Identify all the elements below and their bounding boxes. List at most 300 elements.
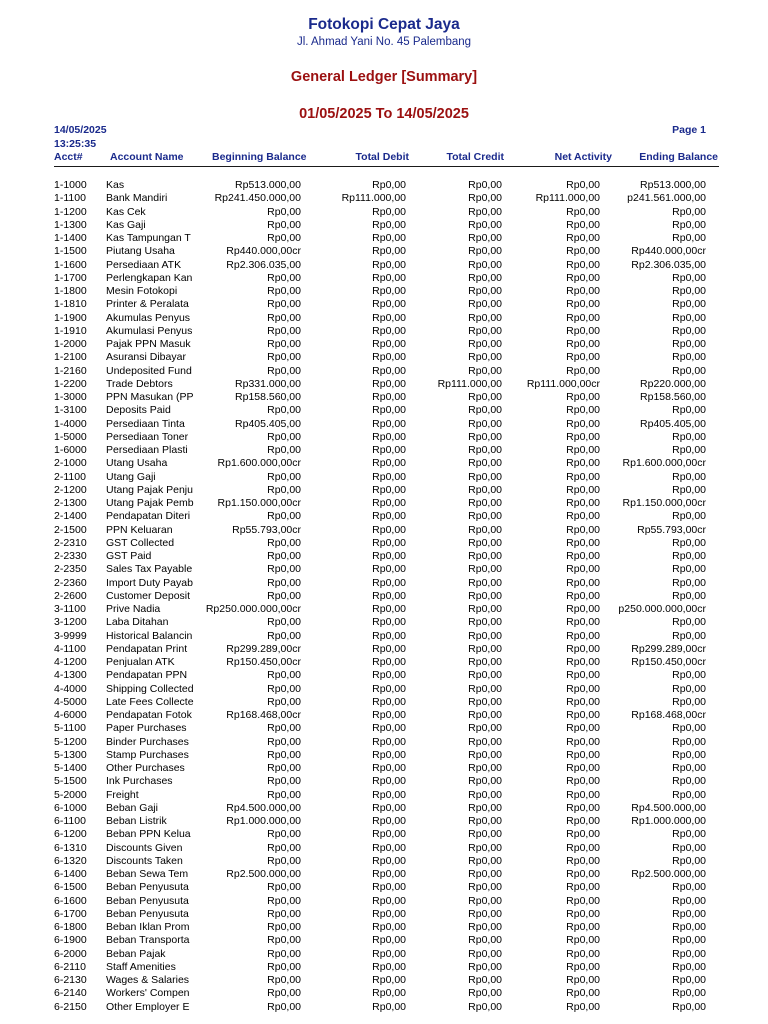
account-number: 3-1100 xyxy=(54,603,86,615)
beginning-balance: Rp0,00 xyxy=(267,987,301,1000)
total-credit: Rp0,00 xyxy=(468,457,502,470)
total-credit: Rp0,00 xyxy=(468,695,502,708)
account-name: Pendapatan Diteri xyxy=(106,510,191,523)
account-name: Beban Penyusuta xyxy=(106,881,189,894)
beginning-balance: Rp0,00 xyxy=(267,298,301,311)
net-activity: Rp0,00 xyxy=(566,430,600,443)
table-row xyxy=(0,643,768,656)
account-number: 1-2200 xyxy=(54,377,87,390)
total-debit: Rp0,00 xyxy=(372,775,406,788)
total-credit: Rp0,00 xyxy=(468,179,502,191)
total-credit: Rp0,00 xyxy=(468,815,502,827)
beginning-balance: Rp1.000.000,00 xyxy=(226,815,301,827)
ending-balance: Rp0,00 xyxy=(672,285,706,297)
beginning-balance: Rp0,00 xyxy=(267,205,301,218)
col-beginning-header: Beginning Balance xyxy=(212,151,307,163)
net-activity: Rp0,00 xyxy=(566,669,600,682)
total-debit: Rp0,00 xyxy=(372,616,406,629)
table-row xyxy=(0,948,768,961)
net-activity: Rp0,00 xyxy=(566,722,600,735)
total-debit: Rp0,00 xyxy=(372,642,406,655)
beginning-balance: Rp55.793,00cr xyxy=(232,523,301,536)
total-debit: Rp0,00 xyxy=(372,470,406,483)
ending-balance: Rp150.450,00cr xyxy=(631,656,706,668)
table-row xyxy=(0,219,768,232)
beginning-balance: Rp0,00 xyxy=(267,324,301,337)
total-debit: Rp0,00 xyxy=(372,656,406,668)
total-credit: Rp0,00 xyxy=(468,828,502,841)
total-credit: Rp0,00 xyxy=(468,1000,502,1013)
beginning-balance: Rp331.000,00 xyxy=(235,377,301,390)
company-name: Fotokopi Cepat Jaya xyxy=(308,16,460,33)
net-activity: Rp0,00 xyxy=(566,364,600,377)
beginning-balance: Rp0,00 xyxy=(267,576,301,589)
total-credit: Rp0,00 xyxy=(468,470,502,483)
net-activity: Rp0,00 xyxy=(566,457,600,470)
ending-balance: Rp0,00 xyxy=(672,271,706,284)
total-debit: Rp0,00 xyxy=(372,934,406,947)
total-credit: Rp0,00 xyxy=(468,285,502,297)
net-activity: Rp0,00 xyxy=(566,828,600,841)
table-row xyxy=(0,431,768,444)
table-row xyxy=(0,497,768,510)
beginning-balance: Rp0,00 xyxy=(267,550,301,562)
beginning-balance: Rp0,00 xyxy=(267,338,301,350)
total-debit: Rp0,00 xyxy=(372,377,406,390)
total-credit: Rp0,00 xyxy=(468,523,502,536)
total-credit: Rp0,00 xyxy=(468,298,502,311)
account-number: 1-2160 xyxy=(54,364,87,377)
total-credit: Rp0,00 xyxy=(468,245,502,258)
beginning-balance: Rp0,00 xyxy=(267,470,301,483)
account-name: Pajak PPN Masuk xyxy=(106,338,191,350)
account-number: 5-1500 xyxy=(54,775,87,788)
ending-balance: Rp0,00 xyxy=(672,404,706,417)
table-row xyxy=(0,590,768,603)
total-debit: Rp0,00 xyxy=(372,894,406,907)
table-row xyxy=(0,603,768,616)
net-activity: Rp0,00 xyxy=(566,338,600,350)
total-credit: Rp0,00 xyxy=(468,391,502,403)
table-row xyxy=(0,987,768,1000)
total-credit: Rp0,00 xyxy=(468,364,502,377)
account-number: 3-1200 xyxy=(54,616,87,629)
ending-balance: Rp0,00 xyxy=(672,682,706,695)
ledger-table-body xyxy=(0,179,768,1014)
account-number: 6-1310 xyxy=(54,841,87,854)
total-debit: Rp0,00 xyxy=(372,351,406,364)
ending-balance: Rp0,00 xyxy=(672,669,706,682)
total-debit: Rp0,00 xyxy=(372,298,406,311)
total-credit: Rp0,00 xyxy=(468,563,502,576)
account-name: Late Fees Collecte xyxy=(106,695,194,708)
beginning-balance: Rp0,00 xyxy=(267,563,301,576)
ending-balance: Rp220.000,00 xyxy=(640,377,706,390)
account-number: 3-9999 xyxy=(54,629,87,642)
total-debit: Rp0,00 xyxy=(372,311,406,324)
ending-balance: Rp0,00 xyxy=(672,311,706,324)
page-number: Page 1 xyxy=(672,124,706,136)
account-name: Persediaan Plasti xyxy=(106,444,188,456)
account-number: 2-2360 xyxy=(54,576,87,589)
table-row xyxy=(0,245,768,258)
beginning-balance: Rp440.000,00cr xyxy=(226,245,301,258)
net-activity: Rp0,00 xyxy=(566,470,600,483)
beginning-balance: Rp513.000,00 xyxy=(235,179,301,191)
net-activity: Rp0,00 xyxy=(566,735,600,748)
account-name: Trade Debtors xyxy=(106,377,173,390)
ending-balance: Rp0,00 xyxy=(672,775,706,788)
account-number: 1-1810 xyxy=(54,298,87,311)
ending-balance: Rp1.000.000,00 xyxy=(631,815,706,827)
account-name: Laba Ditahan xyxy=(106,616,169,629)
total-debit: Rp0,00 xyxy=(372,762,406,774)
account-name: Wages & Salaries xyxy=(106,974,190,986)
account-name: Bank Mandiri xyxy=(106,192,168,205)
table-row xyxy=(0,338,768,351)
account-number: 6-1500 xyxy=(54,881,87,894)
total-debit: Rp0,00 xyxy=(372,907,406,920)
table-row xyxy=(0,457,768,470)
table-row xyxy=(0,762,768,775)
account-name: Persediaan ATK xyxy=(106,258,182,271)
account-name: Beban Transporta xyxy=(106,934,190,947)
account-number: 2-2350 xyxy=(54,563,87,576)
ending-balance: Rp0,00 xyxy=(672,854,706,867)
total-debit: Rp0,00 xyxy=(372,815,406,827)
beginning-balance: Rp158.560,00 xyxy=(235,391,301,403)
net-activity: Rp0,00 xyxy=(566,854,600,867)
total-credit: Rp0,00 xyxy=(468,748,502,761)
ending-balance: Rp0,00 xyxy=(672,907,706,920)
account-name: Utang Pajak Penju xyxy=(106,483,193,496)
total-credit: Rp0,00 xyxy=(468,987,502,1000)
table-row xyxy=(0,563,768,576)
account-number: 2-1500 xyxy=(54,523,87,536)
net-activity: Rp0,00 xyxy=(566,841,600,854)
account-name: Deposits Paid xyxy=(106,404,171,417)
table-row xyxy=(0,550,768,563)
company-address: Jl. Ahmad Yani No. 45 Palembang xyxy=(296,36,472,48)
print-date: 14/05/2025 xyxy=(54,124,107,136)
ending-balance: Rp0,00 xyxy=(672,218,706,231)
net-activity: Rp0,00 xyxy=(566,616,600,629)
beginning-balance: Rp0,00 xyxy=(267,934,301,947)
total-credit: Rp0,00 xyxy=(468,550,502,562)
table-row xyxy=(0,789,768,802)
beginning-balance: Rp0,00 xyxy=(267,271,301,284)
account-name: Sales Tax Payable xyxy=(106,563,193,576)
header-divider xyxy=(54,166,719,167)
beginning-balance: Rp0,00 xyxy=(267,404,301,417)
beginning-balance: Rp0,00 xyxy=(267,483,301,496)
table-row xyxy=(0,259,768,272)
account-name: Kas Cek xyxy=(106,205,146,218)
net-activity: Rp0,00 xyxy=(566,960,600,973)
account-number: 1-1900 xyxy=(54,311,87,324)
account-number: 2-2330 xyxy=(54,550,87,562)
table-row xyxy=(0,232,768,245)
ending-balance: Rp0,00 xyxy=(672,483,706,496)
ending-balance: Rp0,00 xyxy=(672,748,706,761)
account-number: 2-1000 xyxy=(54,457,87,470)
account-number: 2-2600 xyxy=(54,589,87,602)
beginning-balance: Rp0,00 xyxy=(267,722,301,735)
net-activity: Rp0,00 xyxy=(566,563,600,576)
total-credit: Rp0,00 xyxy=(468,960,502,973)
table-row xyxy=(0,510,768,523)
account-name: Mesin Fotokopi xyxy=(106,285,178,297)
ending-balance: Rp513.000,00 xyxy=(640,179,706,191)
net-activity: Rp0,00 xyxy=(566,497,600,509)
account-number: 6-2000 xyxy=(54,947,87,960)
account-name: Shipping Collected xyxy=(106,682,194,695)
total-debit: Rp0,00 xyxy=(372,788,406,801)
net-activity: Rp0,00 xyxy=(566,311,600,324)
total-credit: Rp0,00 xyxy=(468,271,502,284)
total-debit: Rp0,00 xyxy=(372,669,406,682)
ending-balance: Rp0,00 xyxy=(672,205,706,218)
net-activity: Rp0,00 xyxy=(566,709,600,721)
account-number: 2-1300 xyxy=(54,497,87,509)
table-row xyxy=(0,351,768,364)
account-name: Kas Tampungan T xyxy=(106,232,191,244)
net-activity: Rp0,00 xyxy=(566,1000,600,1013)
account-name: Binder Purchases xyxy=(106,735,189,748)
total-debit: Rp0,00 xyxy=(372,271,406,284)
ending-balance: Rp0,00 xyxy=(672,563,706,576)
beginning-balance: Rp0,00 xyxy=(267,828,301,841)
account-number: 5-1100 xyxy=(54,722,86,735)
account-number: 4-4000 xyxy=(54,682,87,695)
total-credit: Rp0,00 xyxy=(468,894,502,907)
ending-balance: Rp0,00 xyxy=(672,351,706,364)
account-number: 4-1200 xyxy=(54,656,87,668)
account-number: 6-1100 xyxy=(54,815,86,827)
beginning-balance: Rp2.306.035,00 xyxy=(226,258,301,271)
account-name: Customer Deposit xyxy=(106,589,191,602)
beginning-balance: Rp0,00 xyxy=(267,788,301,801)
account-number: 1-1400 xyxy=(54,232,87,244)
table-row xyxy=(0,895,768,908)
total-credit: Rp0,00 xyxy=(468,351,502,364)
total-credit: Rp0,00 xyxy=(468,444,502,456)
total-debit: Rp0,00 xyxy=(372,218,406,231)
account-number: 1-1200 xyxy=(54,205,87,218)
table-row xyxy=(0,418,768,431)
ending-balance: Rp1.600.000,00cr xyxy=(622,457,706,470)
col-ending-header: Ending Balance xyxy=(639,151,718,163)
account-number: 1-1100 xyxy=(54,192,86,205)
account-number: 2-2310 xyxy=(54,536,87,549)
total-debit: Rp0,00 xyxy=(372,285,406,297)
beginning-balance: Rp0,00 xyxy=(267,974,301,986)
table-row xyxy=(0,961,768,974)
total-credit: Rp0,00 xyxy=(468,934,502,947)
table-row xyxy=(0,179,768,192)
total-debit: Rp0,00 xyxy=(372,695,406,708)
beginning-balance: Rp0,00 xyxy=(267,444,301,456)
table-row xyxy=(0,298,768,311)
net-activity: Rp0,00 xyxy=(566,695,600,708)
account-name: Stamp Purchases xyxy=(106,748,189,761)
account-name: Kas Gaji xyxy=(106,218,146,231)
account-name: Historical Balancin xyxy=(106,629,193,642)
ending-balance: Rp0,00 xyxy=(672,947,706,960)
beginning-balance: Rp168.468,00cr xyxy=(226,709,301,721)
account-number: 6-2150 xyxy=(54,1000,87,1013)
account-name: Persediaan Tinta xyxy=(106,417,185,430)
ending-balance: Rp4.500.000,00 xyxy=(631,801,706,814)
account-name: Perlengkapan Kan xyxy=(106,271,193,284)
beginning-balance: Rp0,00 xyxy=(267,218,301,231)
total-credit: Rp0,00 xyxy=(468,921,502,933)
total-credit: Rp0,00 xyxy=(468,709,502,721)
net-activity: Rp0,00 xyxy=(566,921,600,933)
total-credit: Rp0,00 xyxy=(468,735,502,748)
total-credit: Rp0,00 xyxy=(468,629,502,642)
net-activity: Rp0,00 xyxy=(566,179,600,191)
ending-balance: Rp299.289,00cr xyxy=(631,642,706,655)
table-row xyxy=(0,524,768,537)
total-credit: Rp0,00 xyxy=(468,311,502,324)
net-activity: Rp0,00 xyxy=(566,417,600,430)
account-name: Freight xyxy=(106,788,139,801)
net-activity: Rp0,00 xyxy=(566,271,600,284)
beginning-balance: Rp0,00 xyxy=(267,921,301,933)
ending-balance: Rp405.405,00 xyxy=(640,417,706,430)
beginning-balance: Rp0,00 xyxy=(267,907,301,920)
beginning-balance: Rp0,00 xyxy=(267,735,301,748)
total-credit: Rp0,00 xyxy=(468,616,502,629)
net-activity: Rp0,00 xyxy=(566,881,600,894)
table-row xyxy=(0,312,768,325)
total-credit: Rp0,00 xyxy=(468,192,502,205)
ending-balance: Rp0,00 xyxy=(672,629,706,642)
account-number: 6-1600 xyxy=(54,894,87,907)
table-row xyxy=(0,722,768,735)
total-debit: Rp0,00 xyxy=(372,576,406,589)
account-number: 1-1910 xyxy=(54,324,87,337)
total-credit: Rp0,00 xyxy=(468,841,502,854)
print-time: 13:25:35 xyxy=(54,138,97,150)
account-number: 1-5000 xyxy=(54,430,87,443)
total-debit: Rp0,00 xyxy=(372,828,406,841)
account-number: 1-1000 xyxy=(54,179,87,191)
table-row xyxy=(0,365,768,378)
total-credit: Rp0,00 xyxy=(468,536,502,549)
ending-balance: Rp0,00 xyxy=(672,589,706,602)
net-activity: Rp0,00 xyxy=(566,642,600,655)
total-credit: Rp0,00 xyxy=(468,801,502,814)
account-name: Workers' Compen xyxy=(106,987,190,1000)
total-credit: Rp0,00 xyxy=(468,430,502,443)
table-row xyxy=(0,908,768,921)
beginning-balance: Rp0,00 xyxy=(267,854,301,867)
total-credit: Rp0,00 xyxy=(468,483,502,496)
net-activity: Rp0,00 xyxy=(566,576,600,589)
account-number: 1-2000 xyxy=(54,338,87,350)
account-name: Beban Gaji xyxy=(106,801,158,814)
account-name: Kas xyxy=(106,179,125,191)
report-title: General Ledger [Summary] xyxy=(290,69,478,85)
ending-balance: Rp0,00 xyxy=(672,536,706,549)
total-debit: Rp0,00 xyxy=(372,391,406,403)
table-row xyxy=(0,192,768,205)
ending-balance: p241.561.000,00 xyxy=(627,192,706,205)
account-name: Undeposited Fund xyxy=(106,364,192,377)
table-row xyxy=(0,828,768,841)
table-row xyxy=(0,537,768,550)
total-debit: Rp0,00 xyxy=(372,629,406,642)
table-row xyxy=(0,709,768,722)
ending-balance: Rp0,00 xyxy=(672,430,706,443)
account-name: Beban Listrik xyxy=(106,815,167,827)
total-debit: Rp0,00 xyxy=(372,722,406,735)
account-number: 1-1300 xyxy=(54,218,87,231)
total-credit: Rp111.000,00 xyxy=(437,377,502,390)
account-name: Beban Penyusuta xyxy=(106,907,189,920)
total-debit: Rp0,00 xyxy=(372,245,406,258)
total-credit: Rp0,00 xyxy=(468,324,502,337)
beginning-balance: Rp0,00 xyxy=(267,682,301,695)
total-credit: Rp0,00 xyxy=(468,417,502,430)
account-number: 6-1400 xyxy=(54,868,87,880)
total-debit: Rp0,00 xyxy=(372,457,406,470)
account-name: Penjualan ATK xyxy=(106,656,175,668)
table-row xyxy=(0,272,768,285)
ending-balance: Rp0,00 xyxy=(672,338,706,350)
net-activity: Rp0,00 xyxy=(566,523,600,536)
net-activity: Rp0,00 xyxy=(566,232,600,244)
account-name: Printer & Peralata xyxy=(106,298,189,311)
account-name: Beban Penyusuta xyxy=(106,894,189,907)
net-activity: Rp0,00 xyxy=(566,682,600,695)
account-number: 6-2110 xyxy=(54,960,86,973)
account-name: Pendapatan PPN xyxy=(106,669,188,682)
total-debit: Rp0,00 xyxy=(372,881,406,894)
ending-balance: Rp0,00 xyxy=(672,828,706,841)
total-credit: Rp0,00 xyxy=(468,205,502,218)
beginning-balance: Rp250.000.000,00cr xyxy=(205,603,301,615)
total-credit: Rp0,00 xyxy=(468,497,502,509)
table-row xyxy=(0,391,768,404)
total-debit: Rp0,00 xyxy=(372,497,406,509)
account-number: 6-1200 xyxy=(54,828,87,841)
account-number: 1-4000 xyxy=(54,417,87,430)
account-name: Beban Pajak xyxy=(106,947,166,960)
beginning-balance: Rp0,00 xyxy=(267,881,301,894)
table-row xyxy=(0,285,768,298)
account-number: 1-6000 xyxy=(54,444,87,456)
net-activity: Rp0,00 xyxy=(566,788,600,801)
net-activity: Rp0,00 xyxy=(566,391,600,403)
beginning-balance: Rp0,00 xyxy=(267,947,301,960)
account-name: Pendapatan Print xyxy=(106,642,188,655)
ending-balance: Rp0,00 xyxy=(672,762,706,774)
account-number: 6-1700 xyxy=(54,907,87,920)
total-credit: Rp0,00 xyxy=(468,669,502,682)
net-activity: Rp0,00 xyxy=(566,934,600,947)
table-row xyxy=(0,683,768,696)
table-row xyxy=(0,921,768,934)
ending-balance: Rp0,00 xyxy=(672,550,706,562)
total-credit: Rp0,00 xyxy=(468,589,502,602)
total-debit: Rp0,00 xyxy=(372,444,406,456)
total-debit: Rp0,00 xyxy=(372,682,406,695)
account-name: Other Employer E xyxy=(106,1000,190,1013)
ending-balance: Rp440.000,00cr xyxy=(631,245,706,258)
